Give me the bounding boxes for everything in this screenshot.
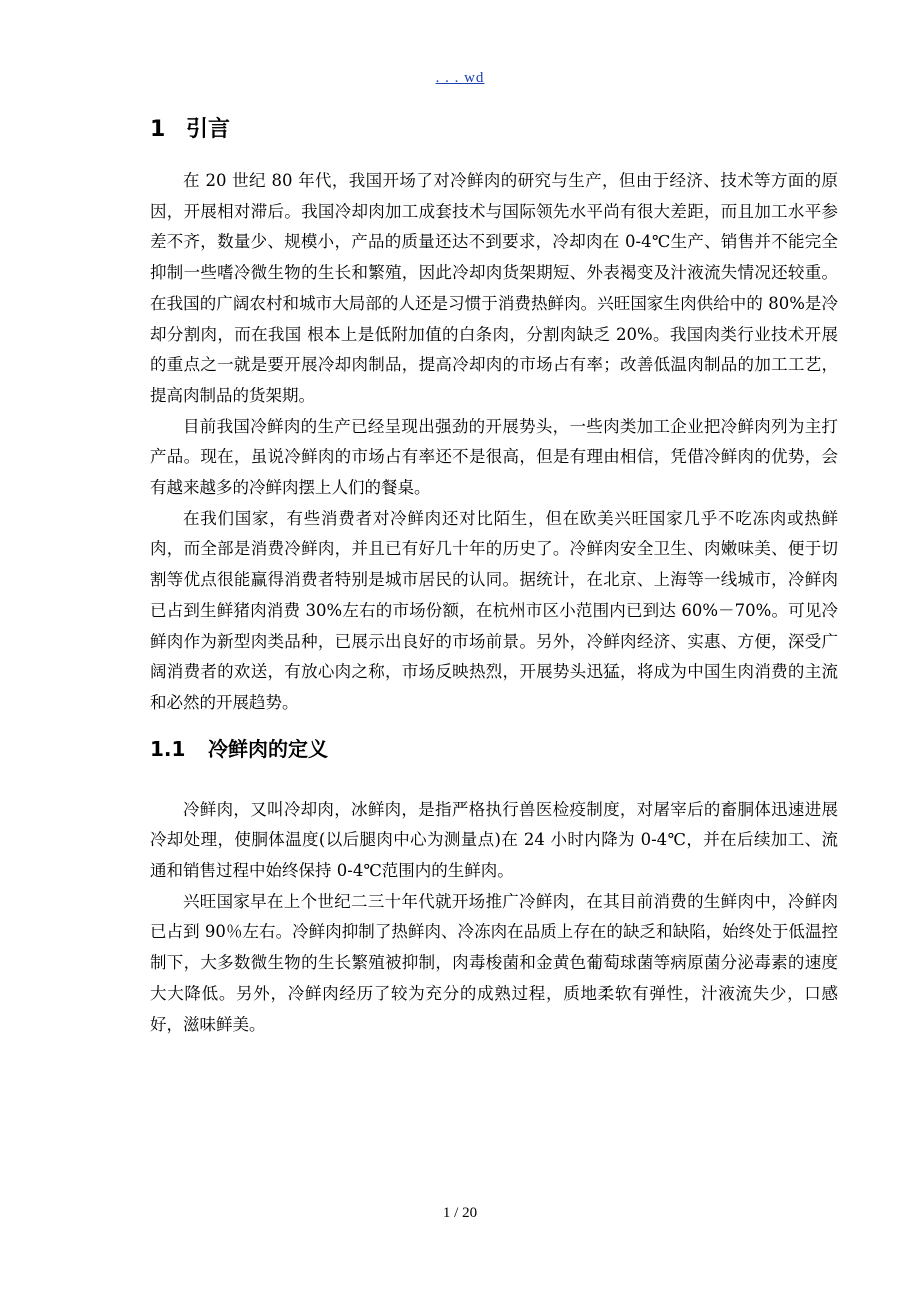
header-link[interactable]: . . . wd xyxy=(435,70,485,86)
subsection-title: 冷鲜肉的定义 xyxy=(208,736,328,761)
page-number: 1 / 20 xyxy=(442,1205,478,1221)
paragraph: 目前我国冷鲜肉的生产已经呈现出强劲的开展势头，一些肉类加工企业把冷鲜肉列为主打产品。现在，虽说冷鲜肉的市场占有率还不是很高，但是有理由相信，凭借冷鲜肉的优势，会有越来越多的冷鲜肉摆上人们的餐桌。 xyxy=(150,416,838,498)
paragraph: 在我们国家，有些消费者对冷鲜肉还对比陌生，但在欧美兴旺国家几乎不吃冻肉或热鲜肉，而全部是消费冷鲜肉，并且已有好几十年的历史了。冷鲜肉安全卫生、肉嫩味美、便于切割等优点很能赢得消费者特别是城市居民的认同。据统计，在北京、上海等一线城市，冷鲜肉已占到生鲜猪肉消费 30%左右的市场份额，在杭州市区小范围内已到达 60%－70%。可见冷鲜肉作为新型肉类品种，已展示出良好的市场前景。另外，冷鲜肉经济、实惠、方便，深受广阔消费者的欢送，有放心肉之称，市场反映热烈，开展势头迅猛，将成为中国生肉消费的主流和必然的开展趋势。 xyxy=(150,508,838,712)
paragraph: 在 20 世纪 80 年代，我国开场了对冷鲜肉的研究与生产，但由于经济、技术等方面的原因，开展相对滞后。我国冷却肉加工成套技术与国际领先水平尚有很大差距，而且加工水平参差不齐，数量少、规模小，产品的质量还达不到要求，冷却肉在 0-4℃生产、销售并不能完全抑制一些嗜冷微生物的生长和繁殖，因此冷却肉货架期短、外表褐变及汁液流失情况还较重。在我国的广阔农村和城市大局部的人还是习惯于消费热鲜肉。兴旺国家生肉供给中的 80%是冷却分割肉，而在我国 根本上是低附加值的白条肉，分割肉缺乏 20%。我国肉类行业技术开展的重点之一就是要开展冷却肉制品，提高冷却肉的市场占有率；改善低温肉制品的加工工艺，提高肉制品的货架期。 xyxy=(150,171,838,405)
section-number: 1 xyxy=(150,117,166,142)
subsection-heading xyxy=(150,733,838,777)
document-body xyxy=(150,112,838,1040)
paragraph: 冷鲜肉，又叫冷却肉，冰鲜肉，是指严格执行兽医检疫制度，对屠宰后的畜胴体迅速进展冷却处理，使胴体温度(以后腿肉中心为测量点)在 24 小时内降为 0-4℃，并在后续加工、流通和销售过程中始终保持 0-4℃范围内的生鲜肉。 xyxy=(150,799,838,881)
section-title: 引言 xyxy=(186,117,231,142)
paragraph: 兴旺国家早在上个世纪二三十年代就开场推广冷鲜肉，在其目前消费的生鲜肉中，冷鲜肉已占到 90％左右。冷鲜肉抑制了热鲜肉、冷冻肉在品质上存在的缺乏和缺陷，始终处于低温控制下，大多数微生物的生长繁殖被抑制，肉毒梭菌和金黄色葡萄球菌等病原菌分泌毒素的速度大大降低。另外，冷鲜肉经历了较为充分的成熟过程，质地柔软有弹性，汁液流失少，口感好，滋味鲜美。 xyxy=(150,891,838,1034)
subsection-number: 1.1 xyxy=(150,736,186,761)
section-heading xyxy=(150,112,838,156)
